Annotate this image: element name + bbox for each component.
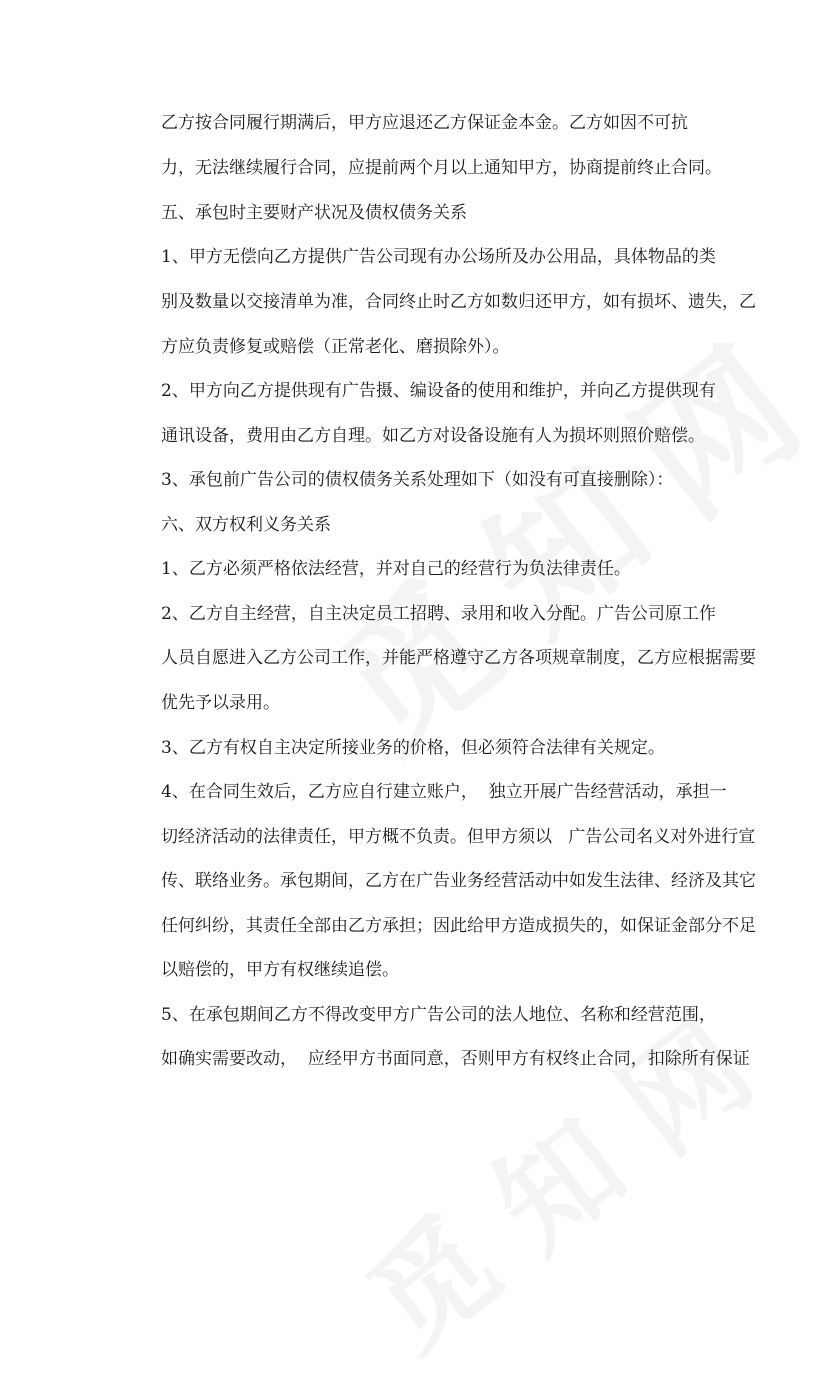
- text-line: 方应负责修复或赔偿（正常老化、磨损除外）。: [161, 337, 510, 357]
- section-heading: 六、双方权利义务关系: [161, 515, 331, 535]
- text-line: 以赔偿的，甲方有权继续追偿。: [161, 960, 399, 980]
- text-line: 人员自愿进入乙方公司工作，并能严格遵守乙方各项规章制度，乙方应根据需要: [161, 648, 756, 668]
- text-line: 3、乙方有权自主决定所接业务的价格，但必须符合法律有关规定。: [161, 738, 665, 758]
- text-line: 3、承包前广告公司的债权债务关系处理如下（如没有可直接删除）：: [161, 470, 674, 490]
- text-line: 任何纠纷，其责任全部由乙方承担；因此给甲方造成损失的，如保证金部分不足: [161, 916, 756, 936]
- text-line: 乙方按合同履行期满后，甲方应退还乙方保证金本金。乙方如因不可抗: [161, 113, 688, 133]
- text-line: 别及数量以交接清单为准，合同终止时乙方如数归还甲方，如有损坏、遗失，乙: [161, 292, 756, 312]
- section-heading: 五、承包时主要财产状况及债权债务关系: [161, 203, 467, 223]
- text-line: 通讯设备，费用由乙方自理。如乙方对设备设施有人为损坏则照价赔偿。: [161, 426, 705, 446]
- text-line: 如确实需要改动， 应经甲方书面同意，否则甲方有权终止合同，扣除所有保证: [161, 1049, 750, 1069]
- text-line: 2、甲方向乙方提供现有广告摄、编设备的使用和维护，并向乙方提供现有: [161, 381, 716, 401]
- text-line: 5、在承包期间乙方不得改变甲方广告公司的法人地位、名称和经营范围，: [161, 1005, 716, 1025]
- text-line: 4、在合同生效后，乙方应自行建立账户， 独立开展广告经营活动，承担一: [161, 782, 727, 802]
- text-line: 传、联络业务。承包期间，乙方在广告业务经营活动中如发生法律、经济及其它: [161, 871, 756, 891]
- text-line: 1、乙方必须严格依法经营，并对自己的经营行为负法律责任。: [161, 559, 631, 579]
- text-line: 1、甲方无偿向乙方提供广告公司现有办公场所及办公用品，具体物品的类: [161, 247, 716, 267]
- text-line: 力，无法继续履行合同，应提前两个月以上通知甲方，协商提前终止合同。: [161, 158, 722, 178]
- text-line: 切经济活动的法律责任，甲方概不负责。但甲方须以 广告公司名义对外进行宣: [161, 827, 756, 847]
- text-line: 优先予以录用。: [161, 693, 280, 713]
- text-line: 2、乙方自主经营，自主决定员工招聘、录用和收入分配。广告公司原工作: [161, 604, 716, 624]
